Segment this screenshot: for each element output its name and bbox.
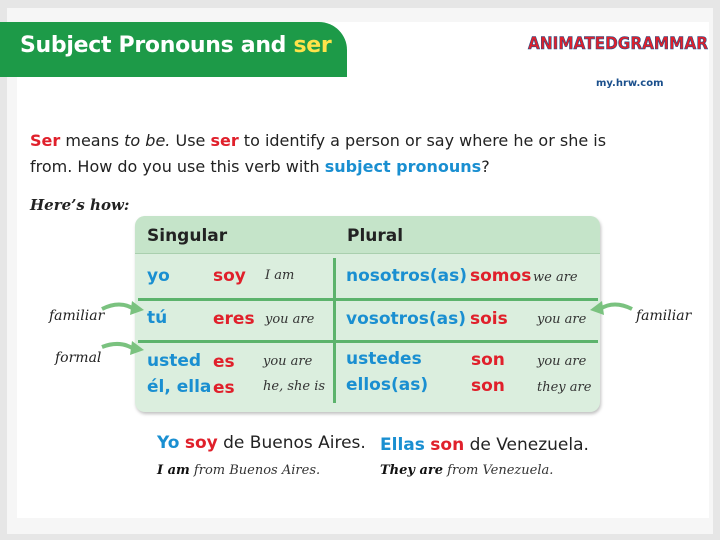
example-sentence-1: Yo soy de Buenos Aires.: [157, 433, 366, 453]
intro-paragraph: Ser means to be. Use ser to identify a person or say where he or she is from. How do you use this verb with subject pronouns?: [30, 131, 607, 176]
singular-header: Singular: [147, 226, 228, 246]
arrow-right-icon: [100, 338, 146, 360]
table-header: [135, 216, 600, 254]
pronoun-tu: tú: [147, 308, 168, 328]
logo-subtitle: my.hrw.com: [596, 78, 664, 89]
heres-how-label: Here’s how:: [30, 196, 130, 214]
table-divider-vertical: [333, 258, 336, 403]
arrow-left-icon: [588, 298, 634, 320]
table-divider-row-2: [138, 340, 598, 343]
page-title: Subject Pronouns and ser: [20, 33, 332, 58]
verb-es: es: [213, 352, 235, 372]
pronoun-vosotros: vosotros(as): [346, 309, 466, 329]
verb-somos: somos: [470, 266, 532, 286]
title-highlight-ser: ser: [293, 33, 332, 58]
logo-text: ANIMATEDGRAMMAR: [528, 34, 708, 54]
label-formal-left: formal: [55, 350, 102, 366]
gloss-they-are: they are: [537, 380, 592, 395]
example-translation-1: I am from Buenos Aires.: [157, 463, 321, 478]
pronoun-yo: yo: [147, 266, 170, 286]
verb-son: son: [471, 350, 505, 370]
arrow-right-icon: [100, 298, 146, 320]
gloss-i-am: I am: [265, 268, 295, 283]
verb-sois: sois: [470, 309, 508, 329]
example-translation-2: They are from Venezuela.: [380, 463, 554, 478]
pronoun-ustedes: ustedes: [346, 349, 422, 369]
pronoun-el-ella: él, ella: [147, 377, 212, 397]
gloss-you-are-formal: you are: [263, 354, 313, 369]
gloss-he-she-is: he, she is: [263, 379, 326, 394]
gloss-you-are-plural: you are: [537, 312, 587, 327]
pronoun-usted: usted: [147, 351, 202, 371]
pronoun-ellos: ellos(as): [346, 375, 429, 395]
gloss-we-are: we are: [533, 270, 578, 285]
verb-eres: eres: [213, 309, 255, 329]
gloss-you-are-ustedes: you are: [537, 354, 587, 369]
verb-son-ellos: son: [471, 376, 505, 396]
example-sentence-2: Ellas son de Venezuela.: [380, 435, 589, 455]
plural-header: Plural: [347, 226, 404, 246]
verb-es-3rd: es: [213, 378, 235, 398]
label-familiar-right: familiar: [636, 308, 692, 324]
title-banner: [0, 22, 347, 77]
animated-grammar-logo: [526, 27, 716, 57]
verb-soy: soy: [213, 266, 246, 286]
label-familiar-left: familiar: [49, 308, 105, 324]
table-divider-row-1: [138, 298, 598, 301]
pronoun-nosotros: nosotros(as): [346, 266, 468, 286]
gloss-you-are: you are: [265, 312, 315, 327]
